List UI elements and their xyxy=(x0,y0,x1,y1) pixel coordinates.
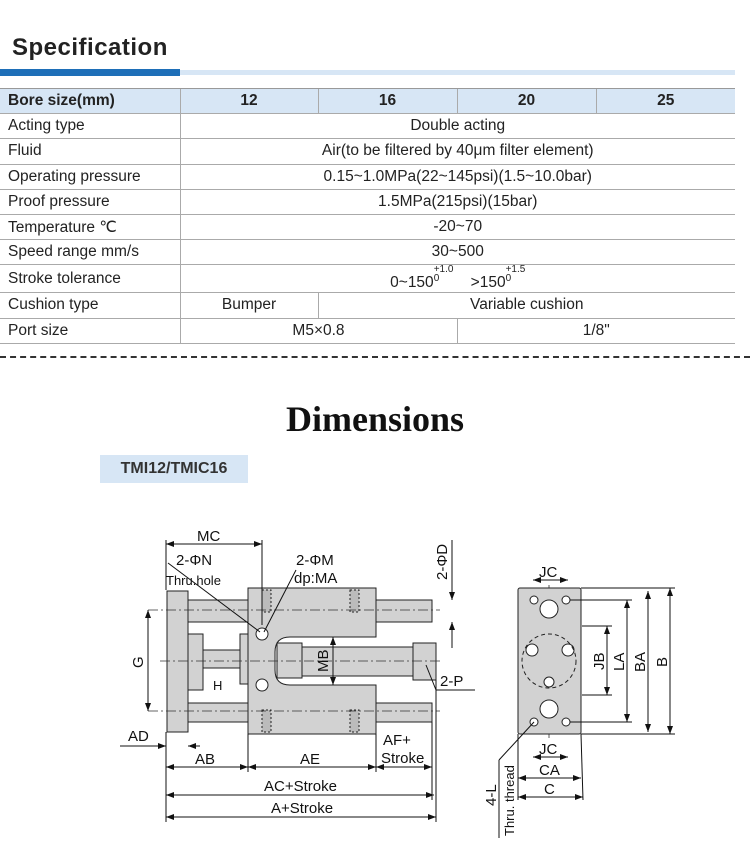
row-value: Variable cushion xyxy=(318,293,735,318)
label-H: H xyxy=(213,678,223,693)
tol-upper: +1.5 xyxy=(505,264,526,276)
row-value: -20~70 xyxy=(180,214,735,239)
label-CA: CA xyxy=(539,762,560,779)
dimensions-title: Dimensions xyxy=(285,399,465,439)
label-AF: AF+ xyxy=(383,732,411,749)
header-label: Bore size(mm) xyxy=(0,89,180,114)
row-label: Fluid xyxy=(0,139,180,164)
spec-title: Specification xyxy=(12,34,168,61)
row-value: 1.5MPa(215psi)(15bar) xyxy=(180,189,735,214)
row-value: M5×0.8 xyxy=(180,318,457,343)
label-P: 2-P xyxy=(440,673,464,690)
stroke-range-b: >150 xyxy=(470,274,506,292)
label-B: B xyxy=(654,656,671,667)
model-tag: TMI12/TMIC16 xyxy=(100,455,248,483)
bore-12: 12 xyxy=(180,89,318,114)
row-value: 0.15~1.0MPa(22~145psi)(1.5~10.0bar) xyxy=(180,164,735,189)
label-MA: dp:MA xyxy=(294,570,338,587)
label-LA: LA xyxy=(611,652,628,671)
bore-16: 16 xyxy=(318,89,457,114)
row-value: 1/8" xyxy=(457,318,735,343)
row-label: Cushion type xyxy=(0,293,180,318)
label-G: G xyxy=(130,656,147,668)
label-C: C xyxy=(544,781,555,798)
row-label: Temperature ℃ xyxy=(0,214,180,239)
label-MB: MB xyxy=(315,649,332,672)
label-thru-hole: Thru.hole xyxy=(166,573,221,588)
row-label: Proof pressure xyxy=(0,189,180,214)
end-view xyxy=(518,588,581,734)
row-label: Port size xyxy=(0,318,180,343)
tol-lower: 0 xyxy=(505,273,512,285)
label-AE: AE xyxy=(300,751,321,768)
label-AD: AD xyxy=(128,728,149,745)
bore-25: 25 xyxy=(596,89,735,114)
bore-20: 20 xyxy=(457,89,596,114)
row-label: Operating pressure xyxy=(0,164,180,189)
label-thru-thread: Thru. thread xyxy=(502,765,517,836)
row-label: Speed range mm/s xyxy=(0,240,180,265)
label-JC-top: JC xyxy=(539,564,558,581)
label-M: 2-ΦM xyxy=(296,552,334,569)
row-label: Acting type xyxy=(0,114,180,139)
tol-upper: +1.0 xyxy=(433,264,454,276)
tol-lower: 0 xyxy=(433,273,440,285)
label-L: 4-L xyxy=(483,784,500,806)
label-JC-bottom: JC xyxy=(539,741,558,758)
label-BA: BA xyxy=(632,651,649,672)
label-N: 2-ΦN xyxy=(176,552,213,569)
label-AC: AC+Stroke xyxy=(264,778,337,795)
label-D: 2-ΦD xyxy=(434,543,451,580)
label-A: A+Stroke xyxy=(271,800,334,817)
label-AF-stroke: Stroke xyxy=(381,750,425,767)
row-value: Air(to be filtered by 40μm filter element) xyxy=(180,139,735,164)
stroke-range-a: 0~150 xyxy=(390,274,434,292)
label-AB: AB xyxy=(195,751,216,768)
row-value: 30~500 xyxy=(180,240,735,265)
row-label: Stroke tolerance xyxy=(0,265,180,293)
row-value: Bumper xyxy=(180,293,318,318)
label-MC: MC xyxy=(197,528,221,545)
row-value: Double acting xyxy=(180,114,735,139)
label-JB: JB xyxy=(591,652,608,670)
